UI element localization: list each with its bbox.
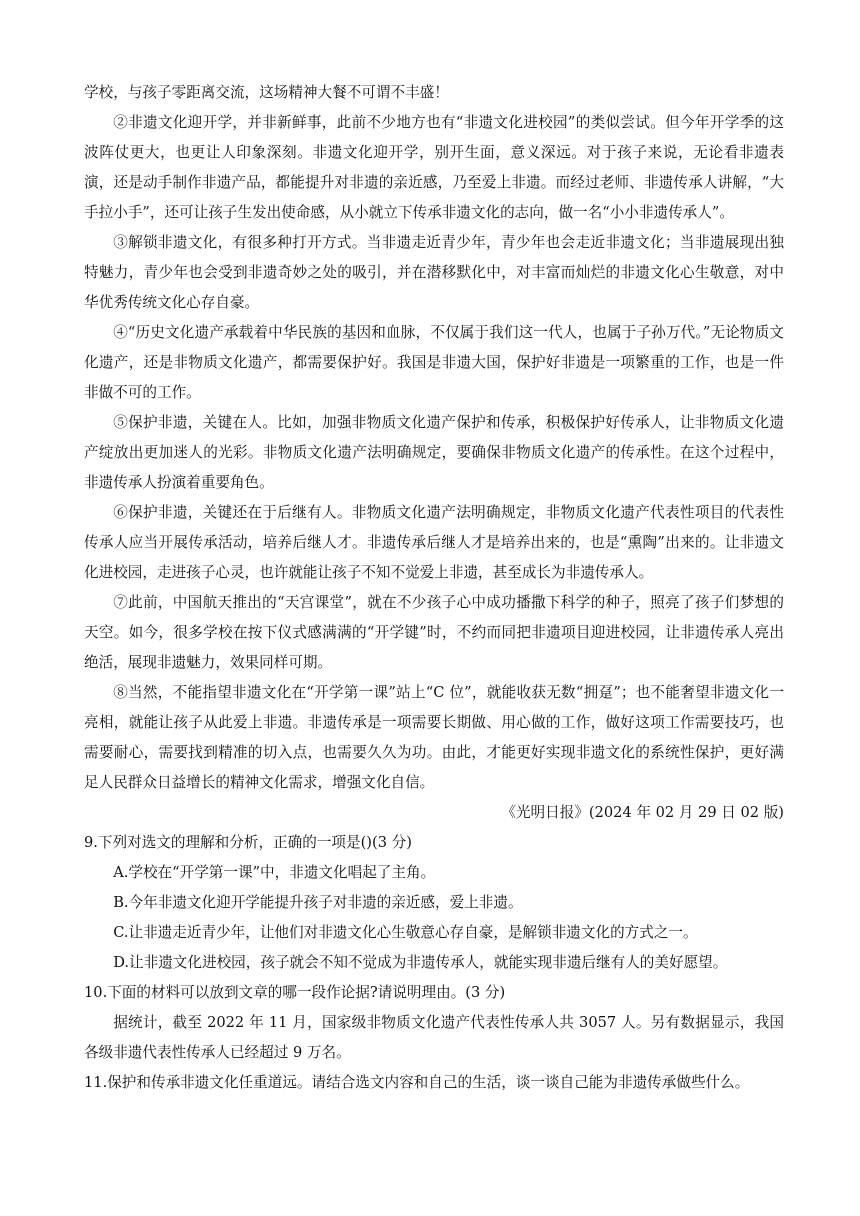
paragraph-2: ②非遗文化迎开学，并非新鲜事，此前不少地方也有“非遗文化进校园”的类似尝试。但今年开学季的这波阵仗更大，也更让人印象深刻。非遗文化迎开学，别开生面，意义深远。对于孩子来说，无论看非遗表演，还是动手制作非遗产品，都能提升对非遗的亲近感，乃至爱上非遗。而经过老师、非遗传承人讲解，“大手拉小手”，还可让孩子生发出使命感，从小就立下传承非遗文化的志向，做一名“小小非遗传承人”。 (84, 114, 784, 221)
question-9-option-d: D.让非遗文化进校园，孩子就会不知不觉成为非遗传承人，就能实现非遗后继有人的美好愿望。 (113, 954, 728, 971)
paragraph-1-continued: 学校，与孩子零距离交流，这场精神大餐不可谓不丰盛！ (84, 84, 449, 101)
paragraph-4: ④“历史文化遗产承载着中华民族的基因和血脉，不仅属于我们这一代人，也属于子孙万代。”无论物质文化遗产，还是非物质文化遗产，都需要保护好。我国是非遗大国，保护好非遗是一项繁重的工作，也是一件非做不可的工作。 (84, 324, 784, 401)
paragraph-5: ⑤保护非遗，关键在人。比如，加强非物质文化遗产保护和传承，积极保护好传承人，让非物质文化遗产绽放出更加迷人的光彩。非物质文化遗产法明确规定，要确保非物质文化遗产的传承性。在这个过程中，非遗传承人扮演着重要角色。 (84, 414, 784, 491)
question-11 (84, 1068, 784, 1098)
document-page (84, 78, 784, 1098)
question-9-option-a: A.学校在“开学第一课”中，非遗文化唱起了主角。 (113, 864, 436, 881)
question-9 (84, 828, 784, 978)
paragraph-7: ⑦此前，中国航天推出的“天宫课堂”，就在不少孩子心中成功播撒下科学的种子，照亮了孩子们梦想的天空。如今，很多学校在按下仪式感满满的“开学键”时，不约而同把非遗项目迎进校园，让非遗传承人亮出绝活，展现非遗魅力，效果同样可期。 (84, 594, 784, 671)
question-9-title: 9.下列对选文的理解和分析，正确的一项是()(3 分) (84, 834, 412, 851)
question-10-title: 10.下面的材料可以放到文章的哪一段作论据?请说明理由。(3 分) (84, 984, 506, 1001)
paragraph-3: ③解锁非遗文化，有很多种打开方式。当非遗走近青少年，青少年也会走近非遗文化；当非遗展现出独特魅力，青少年也会受到非遗奇妙之处的吸引，并在潜移默化中，对丰富而灿烂的非遗文化心生敬意，对中华优秀传统文化心存自豪。 (84, 234, 784, 311)
question-9-option-c: C.让非遗走近青少年，让他们对非遗文化心生敬意心存自豪，是解锁非遗文化的方式之一。 (113, 924, 698, 941)
paragraph-8: ⑧当然，不能指望非遗文化在“开学第一课”站上“C 位”，就能收获无数“拥趸”；也不能奢望非遗文化一亮相，就能让孩子从此爱上非遗。非遗传承是一项需要长期做、用心做的工作，做好这项工作需要技巧，也需要耐心，需要找到精准的切入点，也需要久久为功。由此，才能更好实现非遗文化的系统性保护，更好满足人民群众日益增长的精神文化需求，增强文化自信。 (84, 684, 784, 791)
question-9-option-b: B.今年非遗文化迎开学能提升孩子对非遗的亲近感，爱上非遗。 (113, 894, 523, 911)
paragraph-6: ⑥保护非遗，关键还在于后继有人。非物质文化遗产法明确规定，非物质文化遗产代表性项目的代表性传承人应当开展传承活动，培养后继人才。非遗传承后继人才是培养出来的，也是“熏陶”出来的。让非遗文化进校园，走进孩子心灵，也许就能让孩子不知不觉爱上非遗，甚至成长为非遗传承人。 (84, 504, 784, 581)
question-10 (84, 978, 784, 1068)
article-source: 《光明日报》(2024 年 02 月 29 日 02 版) (501, 804, 784, 821)
question-10-material: 据统计，截至 2022 年 11 月，国家级非物质文化遗产代表性传承人共 3057 人。另有数据显示，我国各级非遗代表性传承人已经超过 9 万名。 (84, 1014, 784, 1061)
question-11-title: 11.保护和传承非遗文化任重道远。请结合选文内容和自己的生活，谈一谈自己能为非遗传承做些什么。 (84, 1074, 750, 1091)
